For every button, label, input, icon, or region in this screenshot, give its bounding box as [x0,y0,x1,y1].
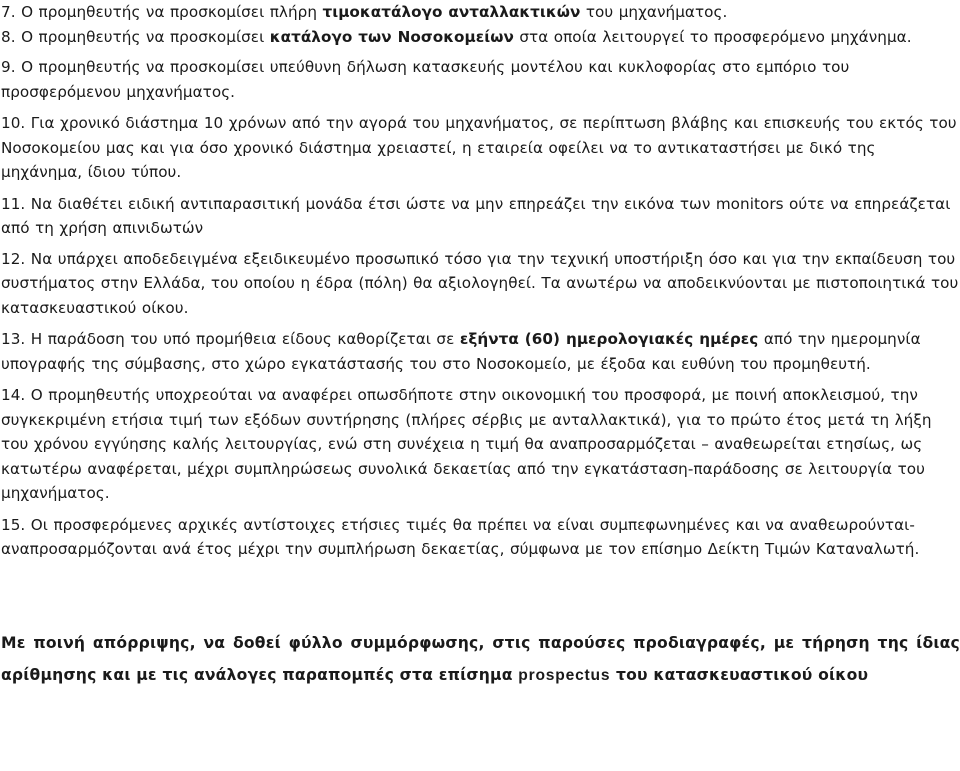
item-emphasis: κατάλογο των Νοσοκομείων [269,27,514,46]
list-item-15 [1,513,960,562]
item-text: Ο προμηθευτής να προσκομίσει [15,27,270,46]
closing-statement [1,627,960,692]
item-number: 15. [1,515,26,534]
list-item-9 [1,55,960,104]
item-emphasis: τιμοκατάλογο ανταλλακτικών [322,3,581,21]
item-number: 13. [1,330,26,348]
item-number: 12. [1,249,26,268]
item-text: Να διαθέτει ειδική αντιπαρασιτική μονάδα έτσι ώστε να μην επηρεάζει την εικόνα των monitors ούτε να επηρεάζεται από τη χρήση απινιδωτών [1,194,951,237]
list-item-8 [1,25,960,50]
item-text: Ο προμηθευτής υποχρεούται να αναφέρει οπωσδήποτε στην οικονομική του προσφορά, με ποινή αποκλεισμού, την συγκεκριμένη ετήσια τιμή των εξόδων συντήρησης (πλήρες σέρβις με ανταλλακτικά), για το πρώτο έτος μετά τη λήξη του χρόνου εγγύησης καλής λειτουργίας, ενώ στη συνέχεια η τιμή θα αναπροσαρμόζεται – αναθεωρείται ετησίως, ως κατωτέρω αναφέρεται, μέχρι συμπληρώσεως συνολικά δεκαετίας από την εγκατάσταση-παράδοσης σε λειτουργία του μηχανήματος. [1,386,932,502]
closing-text: του κατασκευαστικού οίκου [610,665,869,684]
item-text: Ο προμηθευτής να προσκομίσει πλήρη [15,3,323,21]
item-number: 9. [1,58,16,76]
item-text: Οι προσφερόμενες αρχικές αντίστοιχες ετήσιες τιμές θα πρέπει να είναι συμπεφωνημένες και να αναθεωρούνται-αναπροσαρμόζονται ανά έτος μέχρι την συμπλήρωση δεκαετίας, σύμφωνα με τον επίσημο Δείκτη Τιμών Καταναλωτή. [1,515,920,558]
item-number: 8. [1,27,16,46]
item-text: από την ημερομηνία υπογραφής της σύμβασης, στο χώρο εγκατάστασής του στο Νοσοκομείο, με έξοδα και ευθύνη του προμηθευτή. [1,330,921,373]
item-text: Η παράδοση του υπό προμήθεια είδους καθορίζεται σε [25,330,460,348]
item-text: Ο προμηθευτής να προσκομίσει υπεύθυνη δήλωση κατασκευής μοντέλου και κυκλοφορίας στο εμπόριο του προσφερόμενου μηχανήματος. [1,58,850,101]
closing-brochure-term: prospectus [518,666,611,684]
item-emphasis: εξήντα (60) ημερολογιακές ημέρες [459,330,759,348]
item-number: 11. [1,194,26,213]
closing-text: Με ποινή απόρριψης, να δοθεί φύλλο συμμόρφωσης, στις παρούσες προδιαγραφές, με τήρηση της ίδιας αρίθμησης και με τις ανάλογες παραπομπές στα επίσημα [1,633,960,684]
list-item-13 [1,327,960,376]
item-text: Να υπάρχει αποδεδειγμένα εξειδικευμένο προσωπικό τόσο για την τεχνική υποστήριξη όσο και για την εκπαίδευση του συστήματος στην Ελλάδα, του οποίου η έδρα (πόλη) θα αξιολογηθεί. Τα ανωτέρω να αποδεικνύονται με πιστοποιητικά του κατασκευαστικού οίκου. [1,249,959,317]
list-item-10 [1,111,960,185]
list-item-7 [1,0,960,25]
item-text: Για χρονικό διάστημα 10 χρόνων από την αγορά του μηχανήματος, σε περίπτωση βλάβης και επισκευής του εκτός του Νοσοκομείου μας και για όσο χρονικό διάστημα χρειαστεί, η εταιρεία οφείλει να το αντικαταστήσει με δικό της μηχάνημα, ίδιου τύπου. [1,114,957,181]
item-number: 14. [1,386,26,404]
list-item-11 [1,192,960,241]
item-number: 7. [1,3,16,21]
list-item-12 [1,247,960,321]
item-text: στα οποία λειτουργεί το προσφερόμενο μηχάνημα. [513,27,912,46]
list-item-14 [1,383,960,506]
item-number: 10. [1,114,26,132]
item-text: του μηχανήματος. [580,3,728,21]
